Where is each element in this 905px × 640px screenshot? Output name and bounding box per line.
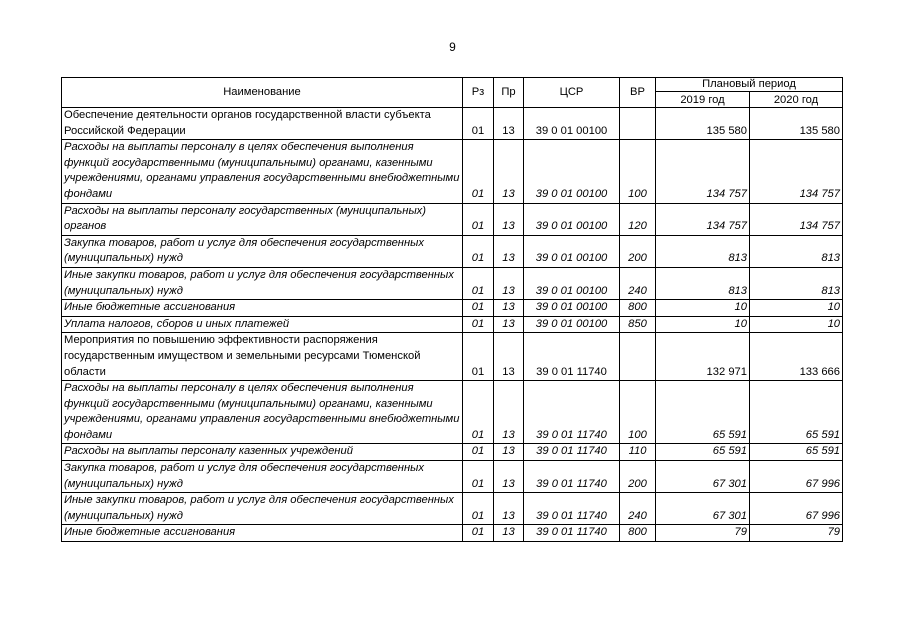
budget-table	[61, 77, 843, 542]
row-csr: 39 0 01 00100	[524, 203, 620, 235]
row-2020: 813	[750, 235, 843, 267]
row-2020: 134 757	[750, 203, 843, 235]
table-row	[62, 203, 843, 235]
row-2019: 65 591	[656, 381, 750, 444]
row-vr: 240	[620, 493, 656, 525]
row-2019: 10	[656, 300, 750, 317]
table-row	[62, 235, 843, 267]
row-2019: 79	[656, 525, 750, 542]
table-row	[62, 300, 843, 317]
row-2019: 67 301	[656, 461, 750, 493]
table-row	[62, 316, 843, 333]
row-vr: 100	[620, 140, 656, 203]
row-pr: 13	[494, 267, 524, 299]
row-2020: 67 996	[750, 461, 843, 493]
row-vr: 240	[620, 267, 656, 299]
row-pr: 13	[494, 203, 524, 235]
row-rz: 01	[463, 300, 494, 317]
row-2020: 134 757	[750, 140, 843, 203]
row-csr: 39 0 01 00100	[524, 300, 620, 317]
row-pr: 13	[494, 493, 524, 525]
row-2019: 134 757	[656, 203, 750, 235]
header-rz: Рз	[463, 78, 494, 108]
page-number: 9	[449, 40, 456, 54]
row-csr: 39 0 01 00100	[524, 108, 620, 140]
row-rz: 01	[463, 444, 494, 461]
table-row	[62, 333, 843, 381]
row-rz: 01	[463, 140, 494, 203]
row-2020: 67 996	[750, 493, 843, 525]
header-year-2020: 2020 год	[750, 92, 843, 108]
header-pr: Пр	[494, 78, 524, 108]
row-rz: 01	[463, 108, 494, 140]
table-row	[62, 267, 843, 299]
row-vr: 850	[620, 316, 656, 333]
row-2019: 135 580	[656, 108, 750, 140]
row-vr: 800	[620, 525, 656, 542]
row-rz: 01	[463, 381, 494, 444]
row-vr: 100	[620, 381, 656, 444]
row-rz: 01	[463, 461, 494, 493]
row-csr: 39 0 01 00100	[524, 267, 620, 299]
row-rz: 01	[463, 525, 494, 542]
row-2020: 10	[750, 300, 843, 317]
row-csr: 39 0 01 00100	[524, 316, 620, 333]
header-vr: ВР	[620, 78, 656, 108]
row-name: Расходы на выплаты персоналу в целях обеспечения выполнения функций государственными (муниципальными) органами, казенными учреждениями, органами управления государственными внебюджетными фондами	[62, 140, 463, 203]
row-csr: 39 0 01 11740	[524, 493, 620, 525]
row-vr: 800	[620, 300, 656, 317]
row-2020: 135 580	[750, 108, 843, 140]
row-2020: 65 591	[750, 444, 843, 461]
row-csr: 39 0 01 11740	[524, 525, 620, 542]
row-2020: 79	[750, 525, 843, 542]
row-csr: 39 0 01 00100	[524, 235, 620, 267]
table-row	[62, 108, 843, 140]
row-vr: 200	[620, 235, 656, 267]
row-name: Закупка товаров, работ и услуг для обеспечения государственных (муниципальных) нужд	[62, 461, 463, 493]
row-pr: 13	[494, 235, 524, 267]
row-csr: 39 0 01 11740	[524, 333, 620, 381]
row-csr: 39 0 01 11740	[524, 381, 620, 444]
table-row	[62, 140, 843, 203]
table-row	[62, 525, 843, 542]
row-2019: 134 757	[656, 140, 750, 203]
row-pr: 13	[494, 444, 524, 461]
row-name: Уплата налогов, сборов и иных платежей	[62, 316, 463, 333]
row-2019: 10	[656, 316, 750, 333]
table-row	[62, 493, 843, 525]
row-pr: 13	[494, 108, 524, 140]
row-2019: 132 971	[656, 333, 750, 381]
row-rz: 01	[463, 267, 494, 299]
row-name: Обеспечение деятельности органов государственной власти субъекта Российской Федерации	[62, 108, 463, 140]
row-2019: 65 591	[656, 444, 750, 461]
row-vr	[620, 333, 656, 381]
row-2019: 813	[656, 267, 750, 299]
row-2020: 813	[750, 267, 843, 299]
table-row	[62, 461, 843, 493]
header-name: Наименование	[62, 78, 463, 108]
row-pr: 13	[494, 525, 524, 542]
row-pr: 13	[494, 461, 524, 493]
table-row	[62, 444, 843, 461]
row-name: Иные закупки товаров, работ и услуг для обеспечения государственных (муниципальных) нужд	[62, 267, 463, 299]
row-name: Иные закупки товаров, работ и услуг для обеспечения государственных (муниципальных) нужд	[62, 493, 463, 525]
row-2020: 10	[750, 316, 843, 333]
row-vr: 110	[620, 444, 656, 461]
row-name: Расходы на выплаты персоналу государственных (муниципальных) органов	[62, 203, 463, 235]
row-csr: 39 0 01 11740	[524, 461, 620, 493]
row-pr: 13	[494, 140, 524, 203]
row-name: Расходы на выплаты персоналу казенных учреждений	[62, 444, 463, 461]
row-name: Расходы на выплаты персоналу в целях обеспечения выполнения функций государственными (муниципальными) органами, казенными учреждениями, органами управления государственными внебюджетными фондами	[62, 381, 463, 444]
row-name: Иные бюджетные ассигнования	[62, 525, 463, 542]
row-pr: 13	[494, 300, 524, 317]
header-planned-period: Плановый период	[656, 78, 843, 92]
row-name: Мероприятия по повышению эффективности распоряжения государственным имуществом и земельными ресурсами Тюменской области	[62, 333, 463, 381]
row-2019: 813	[656, 235, 750, 267]
row-rz: 01	[463, 316, 494, 333]
row-2020: 133 666	[750, 333, 843, 381]
header-year-2019: 2019 год	[656, 92, 750, 108]
row-rz: 01	[463, 235, 494, 267]
row-rz: 01	[463, 203, 494, 235]
row-vr	[620, 108, 656, 140]
row-name: Иные бюджетные ассигнования	[62, 300, 463, 317]
row-pr: 13	[494, 333, 524, 381]
table-row	[62, 381, 843, 444]
row-vr: 120	[620, 203, 656, 235]
row-pr: 13	[494, 316, 524, 333]
row-rz: 01	[463, 493, 494, 525]
row-2019: 67 301	[656, 493, 750, 525]
row-name: Закупка товаров, работ и услуг для обеспечения государственных (муниципальных) нужд	[62, 235, 463, 267]
header-csr: ЦСР	[524, 78, 620, 108]
row-pr: 13	[494, 381, 524, 444]
row-csr: 39 0 01 11740	[524, 444, 620, 461]
row-vr: 200	[620, 461, 656, 493]
row-rz: 01	[463, 333, 494, 381]
row-2020: 65 591	[750, 381, 843, 444]
row-csr: 39 0 01 00100	[524, 140, 620, 203]
